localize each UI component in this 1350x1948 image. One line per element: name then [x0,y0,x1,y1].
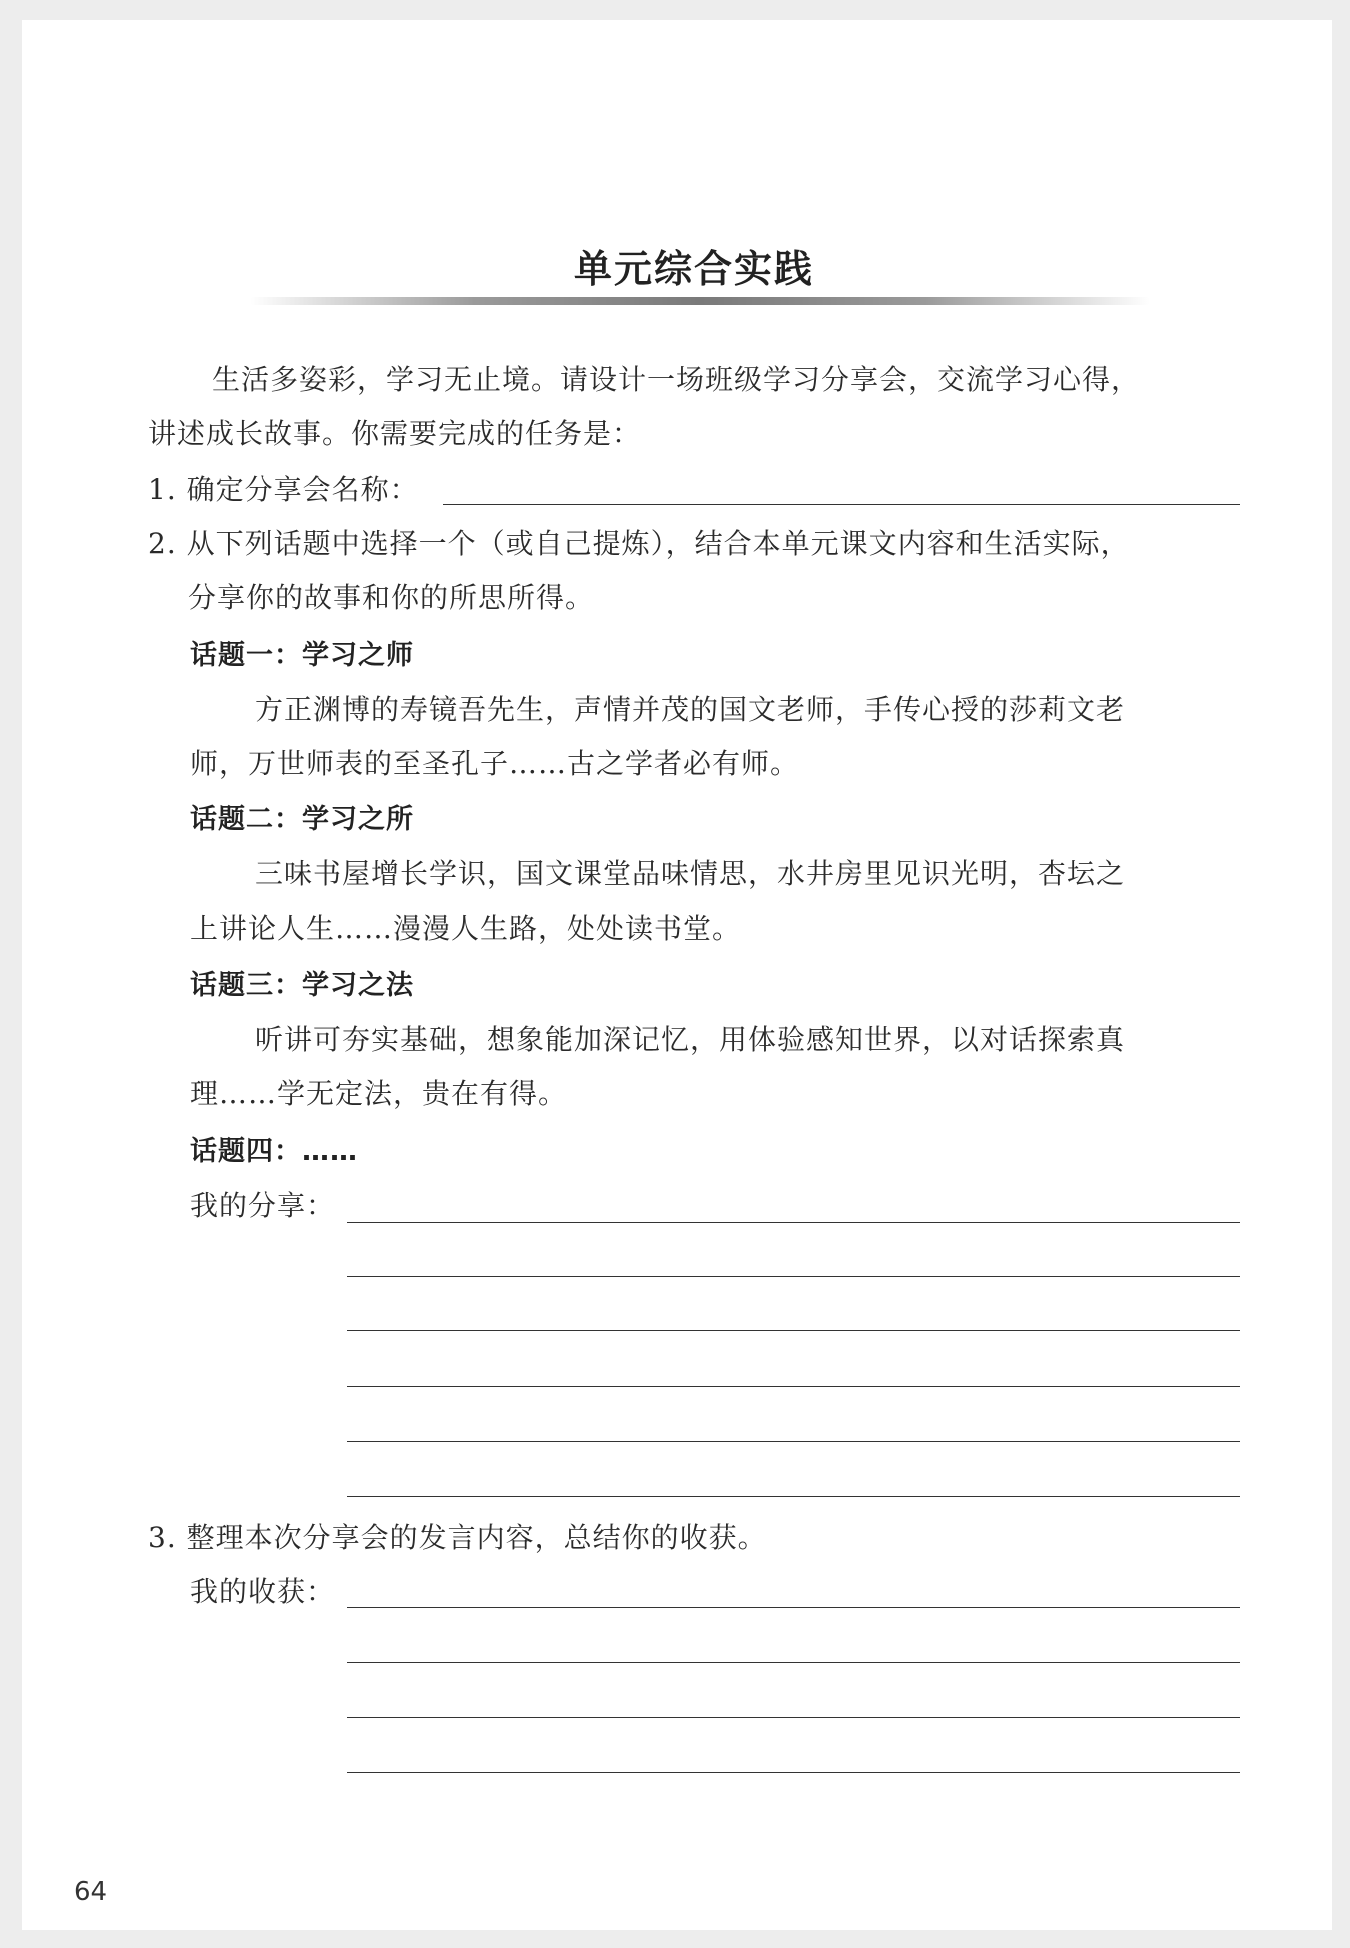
topic-2-heading: 话题二：学习之所 [190,804,414,835]
topic-2-line-2: 上讲论人生……漫漫人生路，处处读书堂。 [190,912,742,945]
intro-line-1: 生活多姿彩，学习无止境。请设计一场班级学习分享会，交流学习心得， [212,363,1141,396]
page-title: 单元综合实践 [573,247,814,291]
task-3-label: 3. 整理本次分享会的发言内容，总结你的收获。 [148,1521,767,1554]
sharing-blank-line[interactable] [347,1330,1240,1331]
sharing-blank-line[interactable] [347,1222,1240,1223]
harvest-blank-line[interactable] [347,1772,1240,1773]
topic-1-line-2: 师，万世师表的至圣孔子……古之学者必有师。 [190,747,800,780]
harvest-blank-line[interactable] [347,1717,1240,1718]
topic-1-line-1: 方正渊博的寿镜吾先生，声情并茂的国文老师，手传心授的莎莉文老 [255,693,1126,726]
my-sharing-label: 我的分享： [190,1189,336,1222]
task-2-line-2: 分享你的故事和你的所思所得。 [188,581,595,614]
sharing-blank-line[interactable] [347,1496,1240,1497]
sharing-blank-line[interactable] [347,1386,1240,1387]
task-1-name-blank[interactable] [443,504,1240,505]
sharing-blank-line[interactable] [347,1276,1240,1277]
harvest-blank-line[interactable] [347,1662,1240,1663]
topic-3-line-2: 理……学无定法，贵在有得。 [190,1077,568,1110]
task-1-label: 1. 确定分享会名称： [148,473,419,506]
topic-1-heading: 话题一：学习之师 [190,640,414,671]
sharing-blank-line[interactable] [347,1441,1240,1442]
topic-4-heading: 话题四：…… [190,1136,358,1167]
page-number: 64 [74,1877,108,1907]
topic-3-heading: 话题三：学习之法 [190,970,414,1001]
topic-3-line-1: 听讲可夯实基础，想象能加深记忆，用体验感知世界，以对话探索真 [255,1023,1126,1056]
intro-line-2: 讲述成长故事。你需要完成的任务是： [148,417,642,450]
title-underline [250,297,1150,305]
my-harvest-label: 我的收获： [190,1575,336,1608]
topic-2-line-1: 三味书屋增长学识，国文课堂品味情思，水井房里见识光明，杏坛之 [255,857,1126,890]
harvest-blank-line[interactable] [347,1607,1240,1608]
task-2-line-1: 2. 从下列话题中选择一个（或自己提炼），结合本单元课文内容和生活实际， [148,527,1130,560]
